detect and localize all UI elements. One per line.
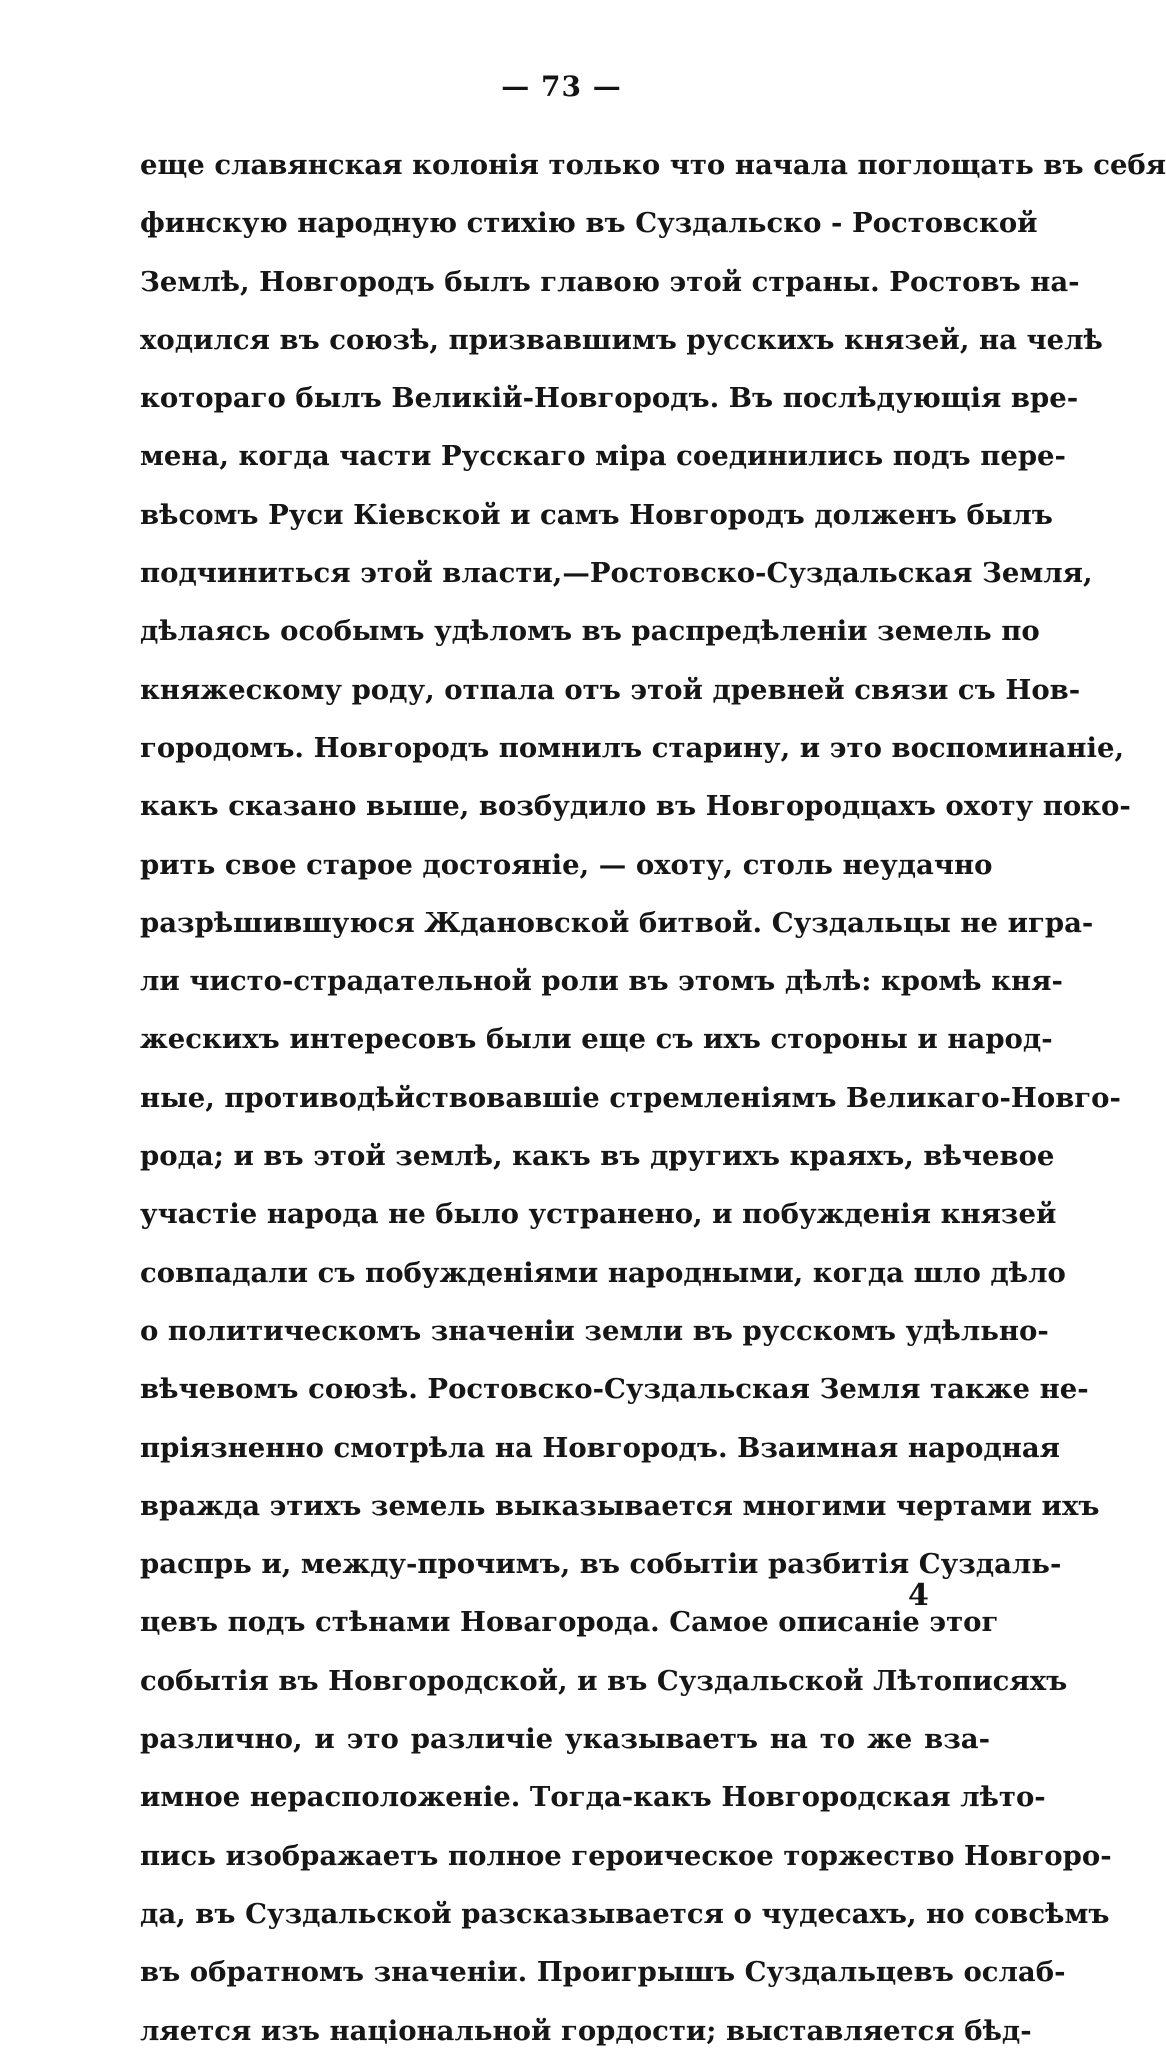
text-line: въ обратномъ значеніи. Проигрышъ Суздальцевъ ослаб- (140, 1956, 1066, 1989)
text-line: ходился въ союзѣ, призвавшимъ русскихъ князей, на челѣ (140, 323, 1103, 356)
text-line: совпадали съ побужденіями народными, когда шло дѣло (140, 1256, 1066, 1289)
text-line: подчиниться этой власти,—Ростовско-Суздальская Земля, (140, 557, 1093, 590)
text-line: жескихъ интересовъ были еще съ ихъ стороны и народ- (140, 1023, 1053, 1056)
text-line: имное нерасположеніе. Тогда-какъ Новгородская лѣто- (140, 1781, 1046, 1814)
text-line: рода; и въ этой землѣ, какъ въ другихъ краяхъ, вѣчевое (140, 1140, 1055, 1173)
text-line: разрѣшившуюся Ждановской битвой. Суздальцы не игра- (140, 906, 1094, 939)
text-line: различно, и это различіе указываетъ на то же вза- (140, 1723, 990, 1756)
text-line: ляется изъ національной гордости; выставляется бѣд- (140, 2014, 1032, 2047)
text-line: да, въ Суздальской разсказывается о чудесахъ, но совсѣмъ (140, 1897, 1110, 1930)
signature-mark: 4 (908, 1578, 929, 1613)
text-line: вражда этихъ земель выказывается многими чертами ихъ (140, 1489, 1100, 1522)
text-line: еще славянская колонія только что начала поглощать въ себя (140, 149, 1166, 181)
text-line: мена, когда части Русскаго міра соединились подъ пере- (140, 440, 1066, 473)
text-line: рить свое старое достояніе, — охоту, столь неудачно (140, 848, 993, 881)
body-text (140, 136, 1166, 2060)
text-line: княжескому роду, отпала отъ этой древней связи съ Нов- (140, 673, 1081, 706)
text-line: городомъ. Новгородъ помнилъ старину, и это воспоминаніе, (140, 731, 1125, 764)
text-line: финскую народную стихію въ Суздальско - Ростовской (140, 207, 1038, 240)
text-line: Землѣ, Новгородъ былъ главою этой страны. Ростовъ на- (140, 265, 1080, 298)
text-line: участіе народа не было устранено, и побужденія князей (140, 1198, 1057, 1231)
text-line: событія въ Новгородской, и въ Суздальской Лѣтописяхъ (140, 1664, 1068, 1697)
text-line: какъ сказано выше, возбудило въ Новгородцахъ охоту поко- (140, 790, 1131, 823)
text-line: о политическомъ значеніи земли въ русскомъ удѣльно- (140, 1314, 1049, 1347)
text-line: дѣлаясь особымъ удѣломъ въ распредѣленіи земель по (140, 615, 1040, 648)
page-number: — 73 — (501, 70, 622, 103)
text-line: цевъ подъ стѣнами Новагорода. Самое описаніе этог (140, 1606, 999, 1639)
text-line: распрь и, между-прочимъ, въ событіи разбитія Суздаль- (140, 1548, 1062, 1581)
text-line: пись изображаетъ полное героическое торжество Новгоро- (140, 1839, 1112, 1872)
text-line: вѣчевомъ союзѣ. Ростовско-Суздальская Земля также не- (140, 1373, 1089, 1406)
text-line: котораго былъ Великій-Новгородъ. Въ послѣдующія вре- (140, 382, 1079, 415)
text-line: ные, противодѣйствовавшіе стремленіямъ Великаго-Новго- (140, 1081, 1121, 1114)
text-line: ли чисто-страдательной роли въ этомъ дѣлѣ: кромѣ кня- (140, 965, 1063, 998)
text-line: вѣсомъ Руси Кіевской и самъ Новгородъ долженъ былъ (140, 498, 1053, 531)
text-line: пріязненно смотрѣла на Новгородъ. Взаимная народная (140, 1431, 1060, 1464)
